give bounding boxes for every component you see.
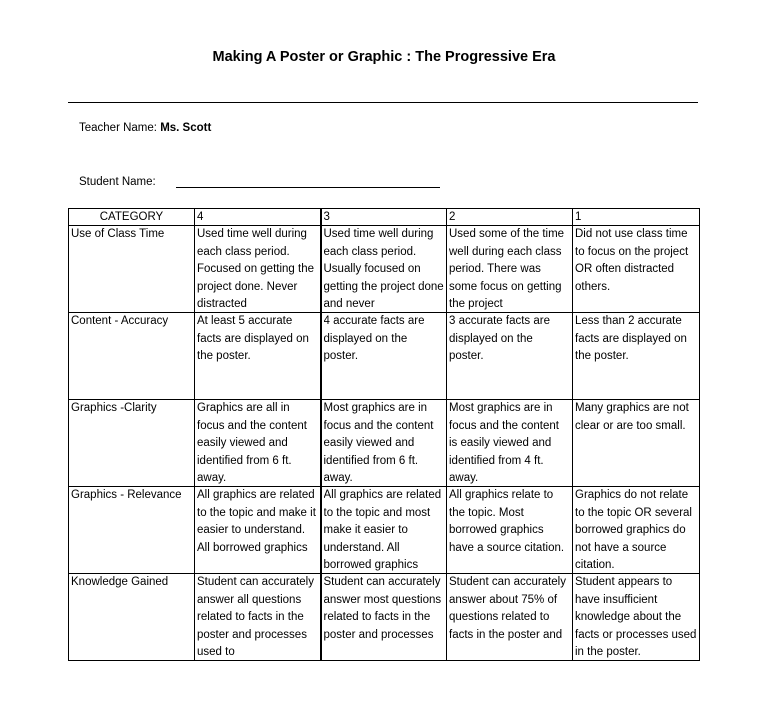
rubric-row-graphics-relevance [69,487,700,574]
rubric-row-class-time [69,226,700,313]
rubric-cell: Most graphics are in focus and the content is easily viewed and identified from 4 ft. away. [447,400,573,487]
rubric-cell: Graphics do not relate to the topic OR several borrowed graphics do not have a source citation. [573,487,700,574]
row-category: Graphics - Relevance [69,487,195,574]
row-category: Use of Class Time [69,226,195,313]
rubric-cell: Did not use class time to focus on the project OR often distracted others. [573,226,700,313]
header-score-1: 1 [573,209,700,226]
rubric-cell: Graphics are all in focus and the content easily viewed and identified from 6 ft. away. [195,400,321,487]
rubric-cell: Used some of the time well during each class period. There was some focus on getting the project [447,226,573,313]
rubric-cell: Student can accurately answer most questions related to facts in the poster and processes [321,574,447,661]
rubric-cell: 3 accurate facts are displayed on the poster. [447,313,573,400]
row-category: Knowledge Gained [69,574,195,661]
header-score-3: 3 [321,209,447,226]
rubric-table [68,208,700,661]
rubric-cell: Student can accurately answer about 75% of questions related to facts in the poster and [447,574,573,661]
row-category: Content - Accuracy [69,313,195,400]
teacher-name-value: Ms. Scott [160,122,212,134]
rubric-cell: All graphics are related to the topic and most make it easier to understand. All borrowed graphics [321,487,447,574]
rubric-cell: Used time well during each class period. Focused on getting the project done. Never distracted [195,226,321,313]
rubric-cell: At least 5 accurate facts are displayed on the poster. [195,313,321,400]
rubric-cell: Student appears to have insufficient knowledge about the facts or processes used in the poster. [573,574,700,661]
rubric-cell: Many graphics are not clear or are too small. [573,400,700,487]
teacher-name-line [79,122,211,134]
rubric-cell: Student can accurately answer all questions related to facts in the poster and processes used to [195,574,321,661]
rubric-cell: Most graphics are in focus and the content easily viewed and identified from 6 ft. away. [321,400,447,487]
rubric-row-knowledge-gained [69,574,700,661]
header-score-4: 4 [195,209,321,226]
header-category: CATEGORY [69,209,195,226]
rubric-cell: 4 accurate facts are displayed on the poster. [321,313,447,400]
rubric-cell: All graphics are related to the topic and make it easier to understand. All borrowed graphics [195,487,321,574]
rubric-row-content-accuracy [69,313,700,400]
document-title: Making A Poster or Graphic : The Progressive Era [212,49,556,65]
rubric-cell: Used time well during each class period. Usually focused on getting the project done and never [321,226,447,313]
rubric-cell: All graphics relate to the topic. Most borrowed graphics have a source citation. [447,487,573,574]
title-divider [68,102,698,103]
student-name-blank[interactable] [176,187,440,188]
rubric-cell: Less than 2 accurate facts are displayed on the poster. [573,313,700,400]
teacher-name-label: Teacher Name: [79,122,161,134]
rubric-row-graphics-clarity [69,400,700,487]
row-category: Graphics -Clarity [69,400,195,487]
rubric-header-row [69,209,700,226]
student-name-label: Student Name: [79,176,156,188]
student-name-line [79,176,156,188]
header-score-2: 2 [447,209,573,226]
